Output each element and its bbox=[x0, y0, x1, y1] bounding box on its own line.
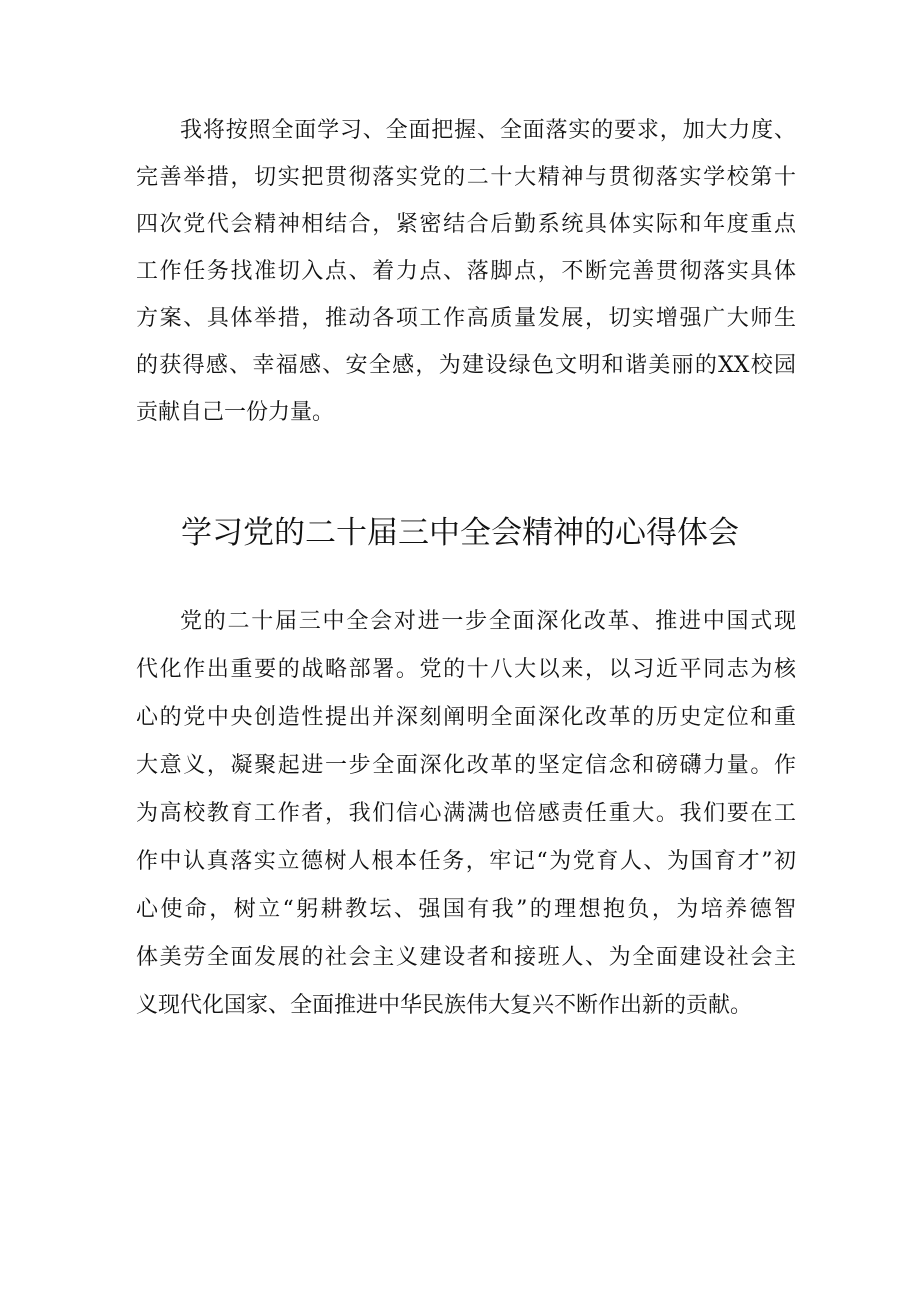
paragraph-line: 代化作出重要的战略部署。党的十八大以来，以习近平同志为核 bbox=[136, 657, 796, 682]
paragraph-line: 党的二十届三中全会对进一步全面深化改革、推进中国式现 bbox=[180, 609, 796, 634]
paragraph-line: 体美劳全面发展的社会主义建设者和接班人、为全面建设社会主 bbox=[136, 945, 796, 970]
paragraph-line: 大意义，凝聚起进一步全面深化改革的坚定信念和磅礴力量。作 bbox=[136, 753, 796, 778]
paragraph-line: 的获得感、幸福感、安全感，为建设绿色文明和谐美丽的XX校园 bbox=[136, 353, 796, 378]
document-title: 学习党的二十届三中全会精神的心得体会 bbox=[181, 515, 739, 551]
paragraph-line: 我将按照全面学习、全面把握、全面落实的要求，加大力度、 bbox=[180, 118, 796, 143]
paragraph-line: 工作任务找准切入点、着力点、落脚点，不断完善贯彻落实具体 bbox=[136, 259, 796, 284]
paragraph-line: 义现代化国家、全面推进中华民族伟大复兴不断作出新的贡献。 bbox=[136, 993, 753, 1018]
paragraph-line: 贡献自己一份力量。 bbox=[136, 400, 335, 425]
paragraph-line: 为高校教育工作者，我们信心满满也倍感责任重大。我们要在工 bbox=[136, 801, 796, 826]
paragraph-line: 完善举措，切实把贯彻落实党的二十大精神与贯彻落实学校第十 bbox=[136, 165, 796, 190]
paragraph-line: 心使命，树立“躬耕教坛、强国有我”的理想抱负，为培养德智 bbox=[136, 897, 796, 922]
paragraph-line: 四次党代会精神相结合，紧密结合后勤系统具体实际和年度重点 bbox=[136, 212, 796, 237]
paragraph-line: 方案、具体举措，推动各项工作高质量发展，切实增强广大师生 bbox=[136, 306, 796, 331]
paragraph-line: 作中认真落实立德树人根本任务，牢记“为党育人、为国育才”初 bbox=[136, 849, 796, 874]
paragraph-line: 心的党中央创造性提出并深刻阐明全面深化改革的历史定位和重 bbox=[136, 705, 796, 730]
